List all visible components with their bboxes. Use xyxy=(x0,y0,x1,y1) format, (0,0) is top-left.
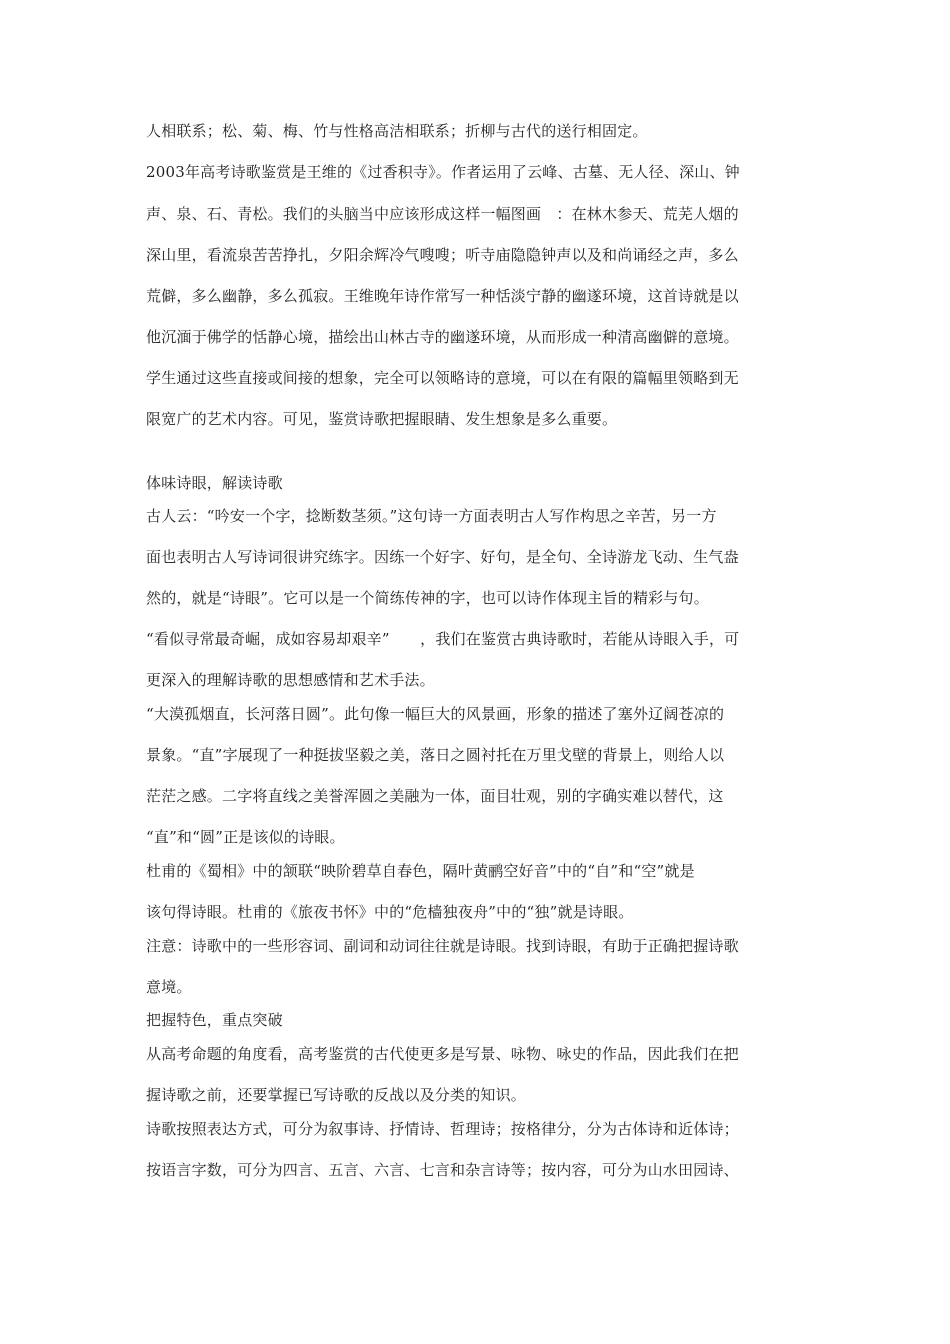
text-line: 注意：诗歌中的一些形容词、副词和动词往往就是诗眼。找到诗眼，有助于正确把握诗歌 xyxy=(146,937,739,955)
text-line: 握诗歌之前，还要掌握已写诗歌的反战以及分类的知识。 xyxy=(146,1086,527,1104)
text-line: 诗歌按照表达方式，可分为叙事诗、抒情诗、哲理诗；按格律分，分为古体诗和近体诗； xyxy=(146,1120,739,1138)
text-line: 更深入的理解诗歌的思想感情和艺术手法。 xyxy=(146,671,435,689)
text-line: 意境。 xyxy=(146,978,192,996)
text-line: “直”和“圆”正是该似的诗眼。 xyxy=(146,828,345,846)
text-line: 该句得诗眼。杜甫的《旅夜书怀》中的“危樯独夜舟”中的“独”就是诗眼。 xyxy=(146,903,634,921)
text-line: 然的，就是“诗眼”。它可以是一个简练传神的字，也可以诗作体现主旨的精彩与句。 xyxy=(146,589,709,607)
text-line: 古人云：“吟安一个字，捻断数茎须。”这句诗一方面表明古人写作构思之辛苦，另一方 xyxy=(146,507,717,525)
text-line: 按语言字数，可分为四言、五言、六言、七言和杂言诗等；按内容，可分为山水田园诗、 xyxy=(146,1161,739,1179)
text-line: 人相联系；松、菊、梅、竹与性格高洁相联系；折柳与古代的送行相固定。 xyxy=(146,122,648,140)
text-line: 杜甫的《蜀相》中的颔联“映阶碧草自春色，隔叶黄鹂空好音”中的“自”和“空”就是 xyxy=(146,862,695,880)
text-line: 面也表明古人写诗词很讲究练字。因练一个好字、好句，是全句、全诗游龙飞动、生气盎 xyxy=(146,548,739,566)
text-line: 荒僻，多么幽静，多么孤寂。王维晚年诗作常写一种恬淡宁静的幽遂环境，这首诗就是以 xyxy=(146,287,739,305)
text-line: 限宽广的艺术内容。可见，鉴赏诗歌把握眼睛、发生想象是多么重要。 xyxy=(146,410,618,428)
text-line: 2003年高考诗歌鉴赏是王维的《过香积寺》。作者运用了云峰、古墓、无人径、深山、钟 xyxy=(146,163,740,181)
text-line: 学生通过这些直接或间接的想象，完全可以领略诗的意境，可以在有限的篇幅里领略到无 xyxy=(146,369,739,387)
text-line: “看似寻常最奇崛，成如容易却艰辛” ，我们在鉴赏古典诗歌时，若能从诗眼入手，可 xyxy=(146,630,740,648)
text-line: 深山里，看流泉苦苦挣扎，夕阳余辉冷气嗖嗖；听寺庙隐隐钟声以及和尚诵经之声，多么 xyxy=(146,246,739,264)
text-line: 体味诗眼，解读诗歌 xyxy=(146,474,283,492)
text-line: “大漠孤烟直，长河落日圆”。此句像一幅巨大的风景画，形象的描述了塞外辽阔苍凉的 xyxy=(146,705,725,723)
text-line: 声、泉、石、青松。我们的头脑当中应该形成这样一幅图画 ：在林木参天、荒芜人烟的 xyxy=(146,205,739,223)
text-line: 把握特色，重点突破 xyxy=(146,1011,283,1029)
text-line: 他沉湎于佛学的恬静心境，描绘出山林古寺的幽遂环境，从而形成一种清高幽僻的意境。 xyxy=(146,328,739,346)
text-line: 茫茫之感。二字将直线之美誉浑圆之美融为一体，面目壮观，别的字确实难以替代，这 xyxy=(146,787,724,805)
text-line: 景象。“直”字展现了一种挺拔坚毅之美，落日之圆衬托在万里戈壁的背景上，则给人以 xyxy=(146,746,725,764)
text-line: 从高考命题的角度看，高考鉴赏的古代使更多是写景、咏物、咏史的作品，因此我们在把 xyxy=(146,1045,739,1063)
